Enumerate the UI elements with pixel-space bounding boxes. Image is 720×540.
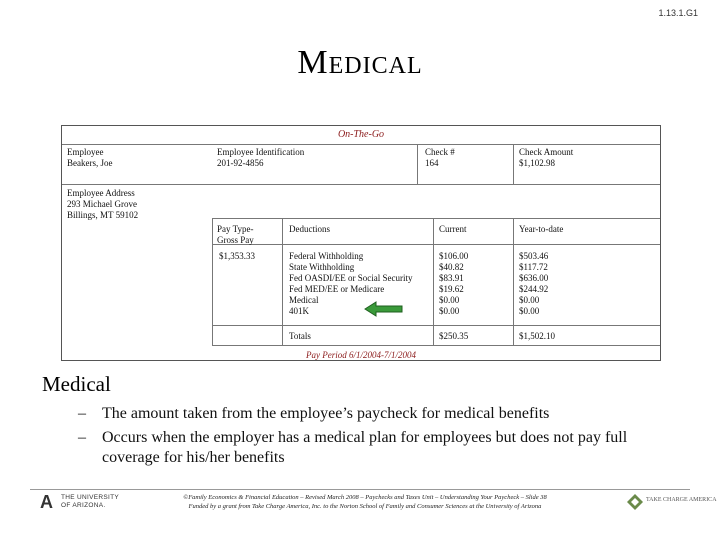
employee-id-label: Employee Identification — [217, 147, 305, 157]
gross-pay-value: $1,353.33 — [219, 251, 255, 261]
check-amount-value: $1,102.98 — [519, 158, 555, 168]
company-name: On-The-Go — [62, 126, 660, 145]
slide-number: 1.13.1.G1 — [658, 8, 698, 18]
current-header: Current — [439, 224, 467, 234]
ua-letter-icon: A — [40, 492, 53, 512]
bullet-dash: – — [78, 405, 86, 422]
employee-label: Employee — [67, 147, 104, 157]
ytd-values: $503.46 $117.72 $636.00 $244.92 $0.00 $0.00 — [519, 251, 549, 316]
totals-label: Totals — [289, 331, 311, 341]
employee-name: Beakers, Joe — [67, 158, 113, 168]
list-item — [78, 404, 678, 424]
university-of-arizona-logo — [40, 492, 120, 514]
bullet-list — [78, 404, 678, 472]
deductions-list: Federal Withholding State Withholding Fed OASDI/EE or Social Security Fed MED/EE or Medicare Medical 401K — [289, 251, 413, 316]
deductions-header: Deductions — [289, 224, 330, 234]
employee-address-label: Employee Address — [67, 188, 135, 198]
check-amount-label: Check Amount — [519, 147, 574, 157]
take-charge-america-logo — [626, 491, 717, 513]
pay-period: Pay Period 6/1/2004-7/1/2004 — [306, 350, 416, 360]
totals-ytd: $1,502.10 — [519, 331, 555, 341]
employee-id-value: 201-92-4856 — [217, 158, 264, 168]
check-number-cell — [420, 144, 515, 172]
bullet-text: The amount taken from the employee’s paycheck for medical benefits — [102, 405, 550, 422]
totals-current: $250.35 — [439, 331, 469, 341]
paystub — [61, 125, 661, 361]
employee-id-cell — [212, 144, 417, 172]
ua-name: THE UNIVERSITY OF ARIZONA. — [61, 494, 120, 509]
check-amount-cell — [514, 144, 654, 172]
employee-cell — [62, 144, 212, 172]
footer-divider — [30, 489, 690, 490]
section-title: Medical — [42, 372, 111, 396]
page-title: Medical — [297, 44, 423, 81]
tca-name: TAKE CHARGE AMERICA — [646, 497, 717, 503]
list-item — [78, 428, 678, 468]
take-charge-america-icon — [626, 493, 644, 511]
check-number-label: Check # — [425, 147, 455, 157]
employee-address-line2: Billings, MT 59102 — [67, 210, 139, 220]
bullet-text: Occurs when the employer has a medical plan for employees but does not pay full coverage for his/her benefits — [102, 429, 628, 466]
current-values: $106.00 $40.82 $83.91 $19.62 $0.00 $0.00 — [439, 251, 469, 316]
ytd-header: Year-to-date — [519, 224, 564, 234]
arrow-left-icon — [364, 301, 404, 317]
footer-text-line2: Funded by a grant from Take Charge America, Inc. to the Norton School of Family and Consumer Sciences at the University of Arizona — [188, 503, 542, 510]
pay-type-label: Pay Type- Gross Pay — [217, 224, 254, 245]
footer-credits — [125, 493, 605, 511]
bullet-dash: – — [78, 429, 86, 446]
employee-address-line1: 293 Michael Grove — [67, 199, 137, 209]
check-number-value: 164 — [425, 158, 439, 168]
footer-text-line1: ©Family Economics & Financial Education – Revised March 2008 – Paychecks and Taxes Unit – Understanding Your Paycheck – Slide 38 — [183, 494, 547, 501]
